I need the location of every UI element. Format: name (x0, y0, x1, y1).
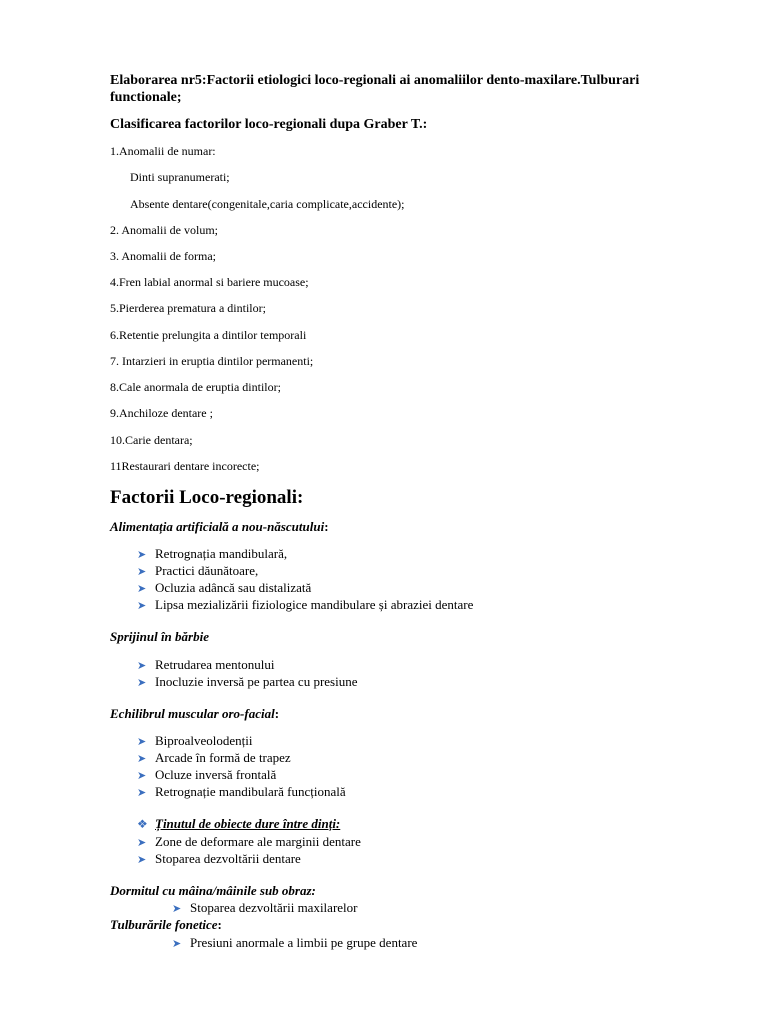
bullet-item: ➤ Stoparea dezvoltării maxilarelor (172, 900, 358, 915)
arrow-bullet-icon: ➤ (137, 770, 147, 782)
arrow-bullet-icon: ➤ (172, 938, 182, 950)
bullet-item: ➤ Ocluze inversă frontală (137, 767, 277, 782)
classification-item: 5.Pierderea prematura a dintilor; (110, 301, 266, 315)
factors-heading: Factorii Loco-regionali: (110, 487, 304, 508)
classification-item: 2. Anomalii de volum; (110, 223, 218, 237)
arrow-bullet-icon: ➤ (172, 903, 182, 915)
bullet-item: ➤ Zone de deformare ale marginii dentare (137, 834, 361, 849)
diamond-bullet-icon: ❖ (137, 817, 148, 831)
arrow-bullet-icon: ➤ (137, 566, 147, 578)
section-heading: Alimentația artificială a nou-născutului: (110, 519, 329, 534)
classification-item: 3. Anomalii de forma; (110, 249, 216, 263)
classification-item: 6.Retentie prelungita a dintilor temporali (110, 328, 307, 342)
bullet-item: ➤ Ocluzia adâncă sau distalizată (137, 580, 312, 595)
classification-heading: Clasificarea factorilor loco-regionali dupa Graber T.: (110, 117, 428, 132)
section-heading: Sprijinul în bărbie (110, 629, 209, 644)
classification-item: 10.Carie dentara; (110, 433, 193, 447)
arrow-bullet-icon: ➤ (137, 854, 147, 866)
classification-item: 9.Anchiloze dentare ; (110, 406, 213, 420)
arrow-bullet-icon: ➤ (137, 753, 147, 765)
arrow-bullet-icon: ➤ (137, 677, 147, 689)
arrow-bullet-icon: ➤ (137, 660, 147, 672)
classification-item: 7. Intarzieri in eruptia dintilor permanenti; (110, 354, 314, 368)
section-heading: Echilibrul muscular oro-facial: (110, 706, 280, 721)
classification-item: Absente dentare(congenitale,caria complicate,accidente); (130, 197, 405, 211)
arrow-bullet-icon: ➤ (137, 600, 147, 612)
arrow-bullet-icon: ➤ (137, 837, 147, 849)
bullet-item: ➤ Presiuni anormale a limbii pe grupe dentare (172, 935, 418, 950)
section-heading: Tulburările fonetice: (110, 917, 222, 932)
classification-item: 11Restaurari dentare incorecte; (110, 459, 260, 473)
bullet-item: ➤ Retrognația mandibulară, (137, 546, 288, 561)
section-heading: Dormitul cu mâina/mâinile sub obraz: (110, 883, 316, 898)
classification-item: Dinti supranumerati; (130, 170, 230, 184)
bullet-item: ➤ Practici dăunătoare, (137, 563, 259, 578)
bullet-item: ➤ Retrudarea mentonului (137, 657, 275, 672)
bullet-item: ➤ Biproalveolodenții (137, 733, 253, 748)
arrow-bullet-icon: ➤ (137, 583, 147, 595)
arrow-bullet-icon: ➤ (137, 736, 147, 748)
arrow-bullet-icon: ➤ (137, 549, 147, 561)
bullet-item: ➤ Retrognație mandibulară funcțională (137, 784, 346, 799)
classification-item: 1.Anomalii de numar: (110, 144, 216, 158)
document-title: Elaborarea nr5:Factorii etiologici loco-regionali ai anomaliilor dento-maxilare.Tulburari functionale; (110, 73, 640, 105)
bullet-item: ➤ Arcade în formă de trapez (137, 750, 291, 765)
bullet-item: ➤ Stoparea dezvoltării dentare (137, 851, 301, 866)
classification-item: 8.Cale anormala de eruptia dintilor; (110, 380, 281, 394)
bullet-item: ➤ Inocluzie inversă pe partea cu presiune (137, 674, 358, 689)
arrow-bullet-icon: ➤ (137, 787, 147, 799)
bullet-item: ➤ Lipsa mezializării fiziologice mandibulare și abraziei dentare (137, 597, 474, 612)
section-heading: ❖ Ținutul de obiecte dure între dinți: (137, 816, 341, 831)
classification-item: 4.Fren labial anormal si bariere mucoase; (110, 275, 309, 289)
